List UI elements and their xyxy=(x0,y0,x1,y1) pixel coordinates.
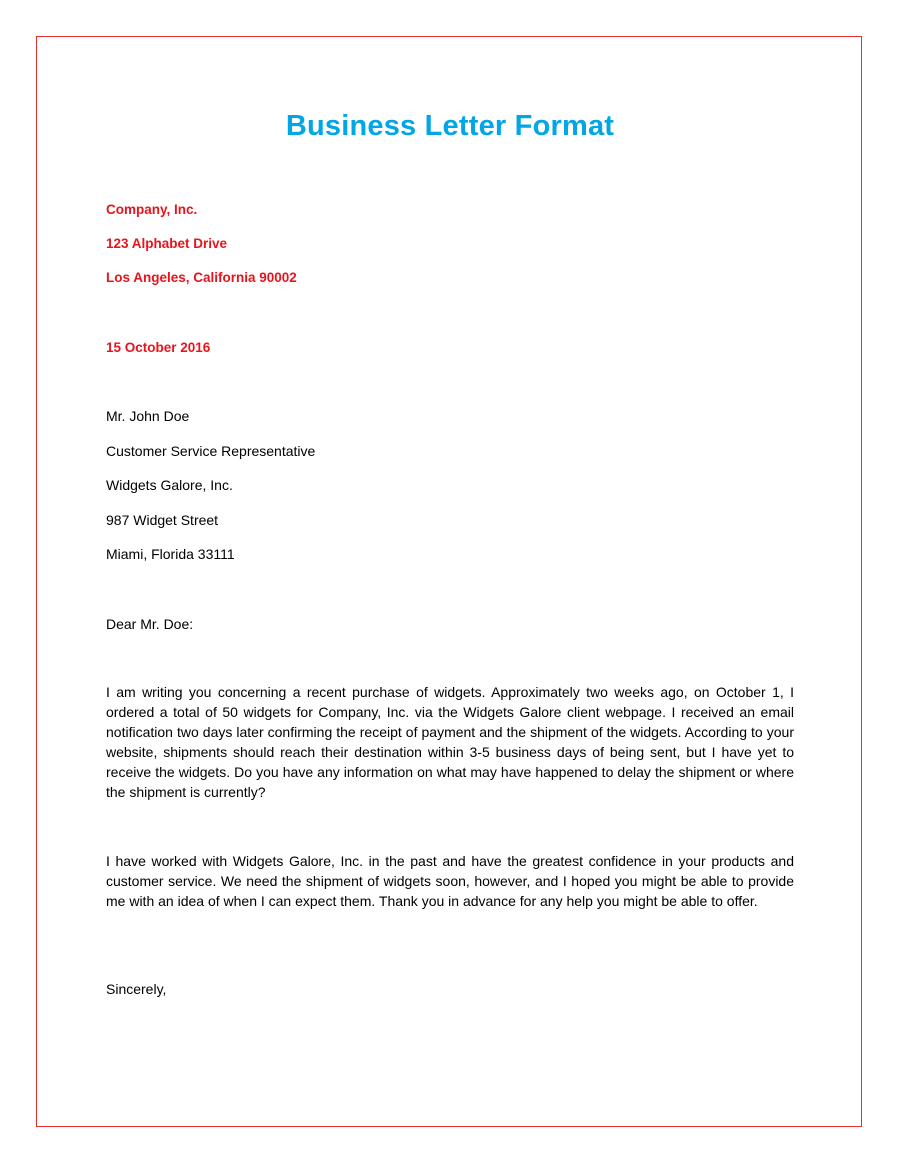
document-title: Business Letter Format xyxy=(285,110,615,142)
closing: Sincerely, xyxy=(106,981,167,997)
page-border xyxy=(36,36,862,1127)
recipient-street: 987 Widget Street xyxy=(106,512,219,528)
recipient-position: Customer Service Representative xyxy=(106,443,316,459)
recipient-company: Widgets Galore, Inc. xyxy=(106,477,233,493)
sender-city: Los Angeles, California 90002 xyxy=(106,270,297,285)
sender-company: Company, Inc. xyxy=(106,202,198,217)
sender-street: 123 Alphabet Drive xyxy=(106,236,228,251)
letter-date: 15 October 2016 xyxy=(106,340,211,355)
recipient-city: Miami, Florida 33111 xyxy=(106,546,235,562)
salutation: Dear Mr. Doe: xyxy=(106,616,194,632)
body-paragraph-2: I have worked with Widgets Galore, Inc. in the past and have the greatest confidence in your products and customer service. We need the shipment of widgets soon, however, and I hoped you might be able to provide me with an idea of when I can expect them. Thank you in advance for any help you might be able to offer. xyxy=(106,853,794,909)
body-paragraph-1: I am writing you concerning a recent purchase of widgets. Approximately two weeks ago, on October 1, I ordered a total of 50 widgets for Company, Inc. via the Widgets Galore client webpage. I received an email notification two days later confirming the receipt of payment and the shipment of the widgets. According to your website, shipments should reach their destination within 3-5 business days of being sent, but I have yet to receive the widgets. Do you have any information on what may have happened to delay the shipment or where the shipment is currently? xyxy=(106,684,794,800)
recipient-name: Mr. John Doe xyxy=(106,408,190,424)
